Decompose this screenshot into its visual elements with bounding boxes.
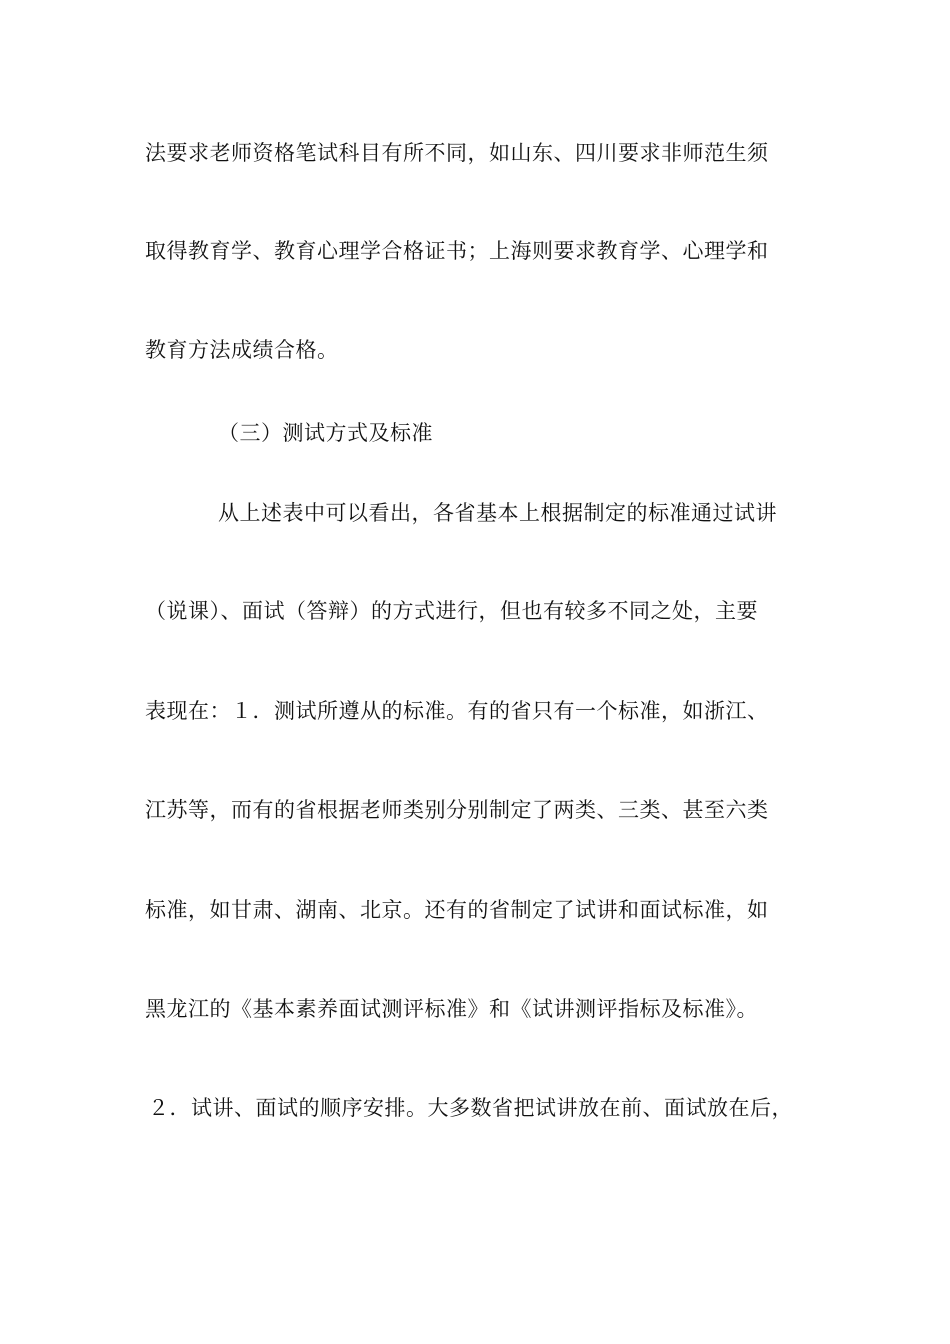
paragraph-line-2: 取得教育学、教育心理学合格证书；上海则要求教育学、心理学和: [145, 239, 769, 263]
paragraph-line-5: 从上述表中可以看出，各省基本上根据制定的标准通过试讲: [218, 501, 777, 525]
section-heading: （三）测试方式及标准: [218, 421, 433, 445]
paragraph-line-3: 教育方法成绩合格。: [145, 338, 339, 362]
paragraph-line-1: 法要求老师资格笔试科目有所不同，如山东、四川要求非师范生须: [145, 141, 769, 165]
paragraph-line-7: 表现在：１．测试所遵从的标准。有的省只有一个标准，如浙江、: [145, 699, 769, 723]
paragraph-line-11: ２．试讲、面试的顺序安排。大多数省把试讲放在前、面试放在后，: [148, 1096, 793, 1120]
paragraph-line-9: 标准，如甘肃、湖南、北京。还有的省制定了试讲和面试标准，如: [145, 898, 769, 922]
paragraph-line-6: （说课）、面试（答辩）的方式进行，但也有较多不同之处，主要: [145, 599, 758, 623]
paragraph-line-8: 江苏等，而有的省根据老师类别分别制定了两类、三类、甚至六类: [145, 798, 769, 822]
paragraph-line-10: 黑龙江的《基本素养面试测评标准》和《试讲测评指标及标准》。: [145, 997, 758, 1021]
